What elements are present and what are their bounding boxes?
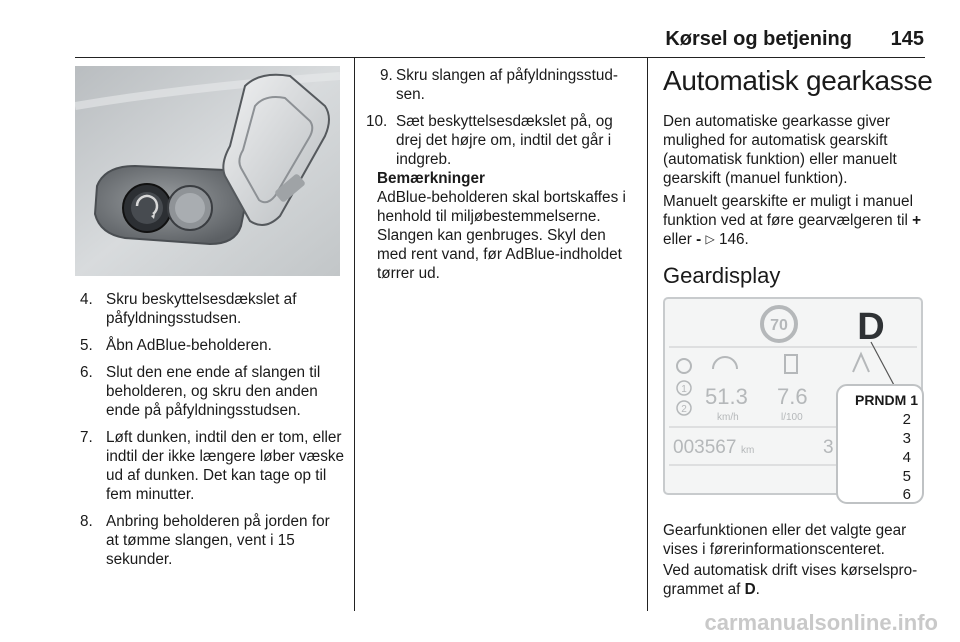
avg-speed-value: 51.3 bbox=[705, 384, 748, 409]
page-number: 145 bbox=[890, 28, 924, 50]
list-item: 9. Skru slangen af påfyldningsstud-sen. bbox=[380, 67, 618, 103]
list-item: 10. Sæt beskyttelsesdækslet på, og drej det højre om, indtil det går i indgreb. bbox=[366, 113, 613, 168]
adblue-filler-photo bbox=[75, 66, 340, 276]
page-header bbox=[0, 28, 960, 58]
callout-gear: 4 bbox=[902, 449, 911, 466]
list-item: 5. Åbn AdBlue-beholderen. bbox=[80, 337, 272, 354]
header-divider bbox=[75, 57, 925, 58]
callout-gear: 3 bbox=[902, 430, 911, 447]
list-item: 8. Anbring beholderen på jorden for at tømme slangen, vent i 15 sekunder. bbox=[80, 513, 330, 568]
gear-paragraph-2: Ved automatisk drift vises kørselspro-grammet af D. bbox=[663, 562, 918, 598]
callout-gear: 6 bbox=[902, 486, 911, 503]
auto-paragraph-2: Manuelt gearskifte er muligt i manuel funktion ved at føre gearvælgeren til + eller - ▷ 146. bbox=[663, 193, 922, 248]
column-divider-left bbox=[354, 58, 355, 611]
note-title: Bemærkninger bbox=[377, 170, 485, 187]
list-item: 7. Løft dunken, indtil den er tom, eller indtil der ikke længere løber væske ud af dunken. Det kan tage op til fem minutter. bbox=[80, 429, 345, 503]
callout-gear: 5 bbox=[902, 468, 911, 485]
gear-display-illustration bbox=[663, 297, 925, 507]
page-reference-icon: ▷ bbox=[705, 232, 715, 246]
gear-indicator: D bbox=[857, 306, 885, 348]
list-item: 4. Skru beskyttelsesdækslet af påfyldningsstudsen. bbox=[80, 291, 297, 327]
consumption-unit: l/100 bbox=[781, 412, 803, 423]
svg-text:1: 1 bbox=[681, 384, 687, 395]
note-text: AdBlue-beholderen skal bortskaffes i henhold til miljøbestemmelserne. Slangen kan genbruges. Skyl den med rent vand, før AdBlue-indholdet tørrer ud. bbox=[377, 189, 626, 282]
consumption-value: 7.6 bbox=[777, 384, 808, 409]
steps-list-middle bbox=[366, 66, 636, 177]
callout-gear: 2 bbox=[902, 411, 911, 428]
watermark bbox=[704, 600, 960, 642]
watermark-text: carmanualsonline.info bbox=[704, 610, 938, 635]
odometer-right: 3 bbox=[823, 437, 834, 458]
list-item: 6. Slut den ene ende af slangen til beholderen, og skru den anden ende på påfyldningsstudsen. bbox=[80, 364, 321, 419]
heading-gear-display: Geardisplay bbox=[663, 263, 781, 288]
note-box bbox=[377, 169, 639, 283]
avg-speed-unit: km/h bbox=[717, 412, 739, 423]
auto-paragraph-1: Den automatiske gearkasse giver mulighed for automatisk gearskift (automatisk funktion) eller manuelt gearskift (manuel funktion). bbox=[663, 113, 897, 187]
gear-paragraph-1: Gearfunktionen eller det valgte gear vises i førerinformationscenteret. bbox=[663, 522, 907, 558]
svg-text:70: 70 bbox=[770, 317, 788, 334]
heading-automatic-gearbox: Automatisk gearkasse bbox=[663, 65, 933, 96]
odometer-unit: km bbox=[741, 445, 755, 456]
odometer-value: 003567 bbox=[673, 437, 737, 458]
section-title: Kørsel og betjening bbox=[665, 28, 852, 50]
column-divider-right bbox=[647, 58, 648, 611]
svg-text:2: 2 bbox=[681, 404, 687, 415]
steps-list-left bbox=[80, 290, 345, 577]
page-reference-link[interactable]: 146. bbox=[719, 231, 749, 248]
callout-header: PRNDM 1 bbox=[854, 392, 918, 408]
